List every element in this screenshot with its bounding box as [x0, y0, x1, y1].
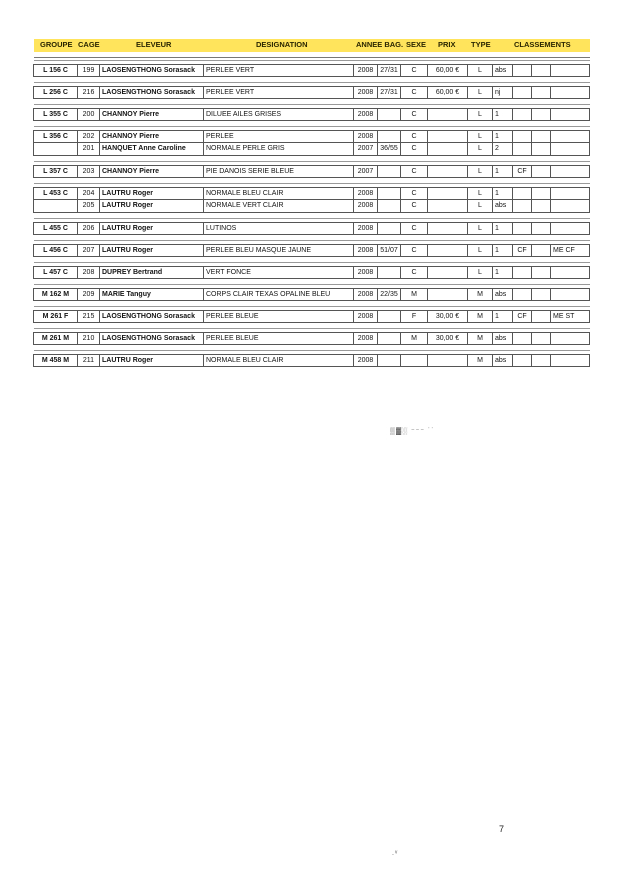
cell-designation: LUTINOS [203, 222, 354, 235]
cell-type: L [467, 222, 493, 235]
header-groupe: GROUPE [40, 40, 73, 49]
header-type: TYPE [471, 40, 491, 49]
cell-cage: 202 [77, 130, 100, 143]
table-row [34, 130, 590, 143]
cell-c3 [550, 165, 590, 178]
group-divider [34, 104, 590, 105]
header-prix: PRIX [438, 40, 456, 49]
cell-c1 [512, 354, 532, 367]
cell-c1 [512, 108, 532, 121]
cell-sexe: C [400, 266, 428, 279]
cell-c1 [512, 86, 532, 99]
scan-smudge-bottom: .ᵛ [392, 850, 399, 857]
cell-groupe: L 355 C [33, 108, 78, 121]
cell-type: L [467, 187, 493, 200]
cell-prix [427, 222, 468, 235]
cell-annee: 2008 [353, 64, 378, 77]
cell-annee: 2008 [353, 222, 378, 235]
cell-groupe: M 162 M [33, 288, 78, 301]
cell-result: 1 [492, 108, 513, 121]
table-row [34, 354, 590, 367]
cell-result: 1 [492, 266, 513, 279]
cell-result: abs [492, 332, 513, 345]
cell-result: 1 [492, 310, 513, 323]
cell-sexe: C [400, 64, 428, 77]
cell-cage: 209 [77, 288, 100, 301]
table-row [34, 222, 590, 235]
cell-groupe: L 156 C [33, 64, 78, 77]
cell-prix [427, 266, 468, 279]
cell-designation: PIE DANOIS SERIE BLEUE [203, 165, 354, 178]
cell-type: L [467, 200, 493, 213]
cell-c1 [512, 143, 532, 156]
table-row [34, 86, 590, 99]
cell-annee: 2008 [353, 354, 378, 367]
table-row [34, 108, 590, 121]
cell-prix: 60,00 € [427, 86, 468, 99]
scan-smudge: ▒▓░ ⁻⁻⁻ ˙˙ [390, 428, 435, 435]
cell-eleveur: LAOSENGTHONG Sorasack [99, 332, 204, 345]
cell-designation: VERT FONCE [203, 266, 354, 279]
cell-type: L [467, 165, 493, 178]
cell-bag [377, 108, 401, 121]
cell-type: L [467, 86, 493, 99]
cell-sexe: C [400, 200, 428, 213]
cell-c3 [550, 86, 590, 99]
cell-bag [377, 332, 401, 345]
header-designation: DESIGNATION [256, 40, 308, 49]
cell-bag [377, 165, 401, 178]
cell-groupe: L 453 C [33, 187, 78, 200]
cell-c1 [512, 266, 532, 279]
group-divider [34, 60, 590, 61]
cell-sexe [400, 354, 428, 367]
cell-bag [377, 310, 401, 323]
table-row [34, 187, 590, 200]
cell-annee: 2008 [353, 244, 378, 257]
cell-c2 [531, 288, 551, 301]
cell-c3 [550, 108, 590, 121]
cell-annee: 2008 [353, 187, 378, 200]
cell-eleveur: LAUTRU Roger [99, 200, 204, 213]
cell-cage: 211 [77, 354, 100, 367]
cell-c2 [531, 130, 551, 143]
cell-prix: 30,00 € [427, 332, 468, 345]
cell-cage: 201 [77, 143, 100, 156]
cell-cage: 199 [77, 64, 100, 77]
cell-eleveur: CHANNOY Pierre [99, 108, 204, 121]
cell-bag [377, 354, 401, 367]
group-divider [34, 350, 590, 351]
cell-c3 [550, 200, 590, 213]
cell-c2 [531, 244, 551, 257]
cell-sexe: C [400, 244, 428, 257]
cell-eleveur: LAUTRU Roger [99, 354, 204, 367]
cell-designation: DILUEE AILES GRISES [203, 108, 354, 121]
cell-cage: 200 [77, 108, 100, 121]
cell-c1: CF [512, 310, 532, 323]
cell-c3 [550, 143, 590, 156]
cell-type: L [467, 266, 493, 279]
cell-prix [427, 187, 468, 200]
cell-groupe [33, 143, 78, 156]
cell-bag [377, 187, 401, 200]
table-row [34, 200, 590, 213]
cell-c2 [531, 64, 551, 77]
cell-type: L [467, 244, 493, 257]
cell-result: nj [492, 86, 513, 99]
cell-bag [377, 130, 401, 143]
cell-result: 1 [492, 244, 513, 257]
cell-prix [427, 354, 468, 367]
cell-cage: 208 [77, 266, 100, 279]
cell-c1 [512, 64, 532, 77]
cell-result: 2 [492, 143, 513, 156]
cell-sexe: C [400, 222, 428, 235]
cell-c3 [550, 187, 590, 200]
cell-eleveur: LAOSENGTHONG Sorasack [99, 310, 204, 323]
cell-c3 [550, 332, 590, 345]
header-annee-bag: ANNEE BAG. [356, 40, 404, 49]
header-classements: CLASSEMENTS [514, 40, 571, 49]
header-sexe: SEXE [406, 40, 427, 49]
cell-groupe: L 356 C [33, 130, 78, 143]
cell-bag [377, 222, 401, 235]
cell-designation: NORMALE BLEU CLAIR [203, 354, 354, 367]
cell-sexe: C [400, 108, 428, 121]
cell-designation: PERLEE BLEUE [203, 332, 354, 345]
cell-result: abs [492, 288, 513, 301]
cell-prix [427, 244, 468, 257]
header-cage: CAGE [78, 40, 100, 49]
cell-annee: 2008 [353, 200, 378, 213]
cell-c1 [512, 130, 532, 143]
cell-bag: 22/35 [377, 288, 401, 301]
cell-bag: 27/31 [377, 64, 401, 77]
cell-c2 [531, 187, 551, 200]
cell-designation: PERLEE BLEUE [203, 310, 354, 323]
cell-annee: 2008 [353, 108, 378, 121]
table-row [34, 310, 590, 323]
cell-cage: 205 [77, 200, 100, 213]
group-divider [34, 328, 590, 329]
cell-cage: 206 [77, 222, 100, 235]
cell-eleveur: DUPREY Bertrand [99, 266, 204, 279]
cell-prix [427, 165, 468, 178]
cell-cage: 215 [77, 310, 100, 323]
cell-groupe: L 456 C [33, 244, 78, 257]
cell-c1 [512, 222, 532, 235]
cell-bag: 51/07 [377, 244, 401, 257]
group-divider [34, 183, 590, 184]
cell-eleveur: CHANNOY Pierre [99, 130, 204, 143]
cell-c3 [550, 64, 590, 77]
cell-result: abs [492, 64, 513, 77]
cell-groupe: M 458 M [33, 354, 78, 367]
cell-groupe: L 455 C [33, 222, 78, 235]
cell-c2 [531, 108, 551, 121]
cell-eleveur: MARIE Tanguy [99, 288, 204, 301]
cell-cage: 210 [77, 332, 100, 345]
cell-result: 1 [492, 187, 513, 200]
cell-result: 1 [492, 165, 513, 178]
cell-bag: 27/31 [377, 86, 401, 99]
cell-annee: 2008 [353, 310, 378, 323]
cell-c2 [531, 165, 551, 178]
cell-designation: CORPS CLAIR TEXAS OPALINE BLEU [203, 288, 354, 301]
cell-type: M [467, 288, 493, 301]
cell-type: L [467, 143, 493, 156]
cell-designation: PERLEE BLEU MASQUE JAUNE [203, 244, 354, 257]
cell-c3 [550, 354, 590, 367]
cell-eleveur: LAUTRU Roger [99, 222, 204, 235]
cell-c1 [512, 200, 532, 213]
cell-c1: CF [512, 244, 532, 257]
cell-result: 1 [492, 222, 513, 235]
cell-result: 1 [492, 130, 513, 143]
page-number: 7 [499, 824, 505, 834]
cell-designation: PERLEE [203, 130, 354, 143]
cell-c2 [531, 200, 551, 213]
cell-sexe: M [400, 332, 428, 345]
cell-c3 [550, 222, 590, 235]
cell-annee: 2008 [353, 332, 378, 345]
cell-designation: NORMALE VERT CLAIR [203, 200, 354, 213]
cell-c3: ME ST [550, 310, 590, 323]
cell-c1 [512, 332, 532, 345]
cell-c1 [512, 187, 532, 200]
cell-designation: NORMALE PERLE GRIS [203, 143, 354, 156]
cell-prix [427, 288, 468, 301]
cell-designation: PERLEE VERT [203, 64, 354, 77]
cell-type: L [467, 64, 493, 77]
cell-bag [377, 200, 401, 213]
cell-c2 [531, 310, 551, 323]
cell-c2 [531, 266, 551, 279]
table-row [34, 266, 590, 279]
cell-groupe: M 261 F [33, 310, 78, 323]
group-divider [34, 161, 590, 162]
cell-c1 [512, 288, 532, 301]
cell-result: abs [492, 354, 513, 367]
cell-cage: 216 [77, 86, 100, 99]
cell-prix: 30,00 € [427, 310, 468, 323]
table-row [34, 244, 590, 257]
cell-sexe: C [400, 130, 428, 143]
cell-annee: 2007 [353, 143, 378, 156]
cell-designation: PERLEE VERT [203, 86, 354, 99]
cell-c3 [550, 266, 590, 279]
cell-c3 [550, 130, 590, 143]
cell-c2 [531, 86, 551, 99]
group-divider [34, 284, 590, 285]
cell-cage: 204 [77, 187, 100, 200]
cell-groupe [33, 200, 78, 213]
cell-c1: CF [512, 165, 532, 178]
table-row [34, 165, 590, 178]
cell-eleveur: LAUTRU Roger [99, 244, 204, 257]
cell-bag: 36/55 [377, 143, 401, 156]
cell-eleveur: LAUTRU Roger [99, 187, 204, 200]
cell-sexe: C [400, 187, 428, 200]
cell-c2 [531, 222, 551, 235]
group-divider [34, 82, 590, 83]
cell-eleveur: LAOSENGTHONG Sorasack [99, 86, 204, 99]
cell-designation: NORMALE BLEU CLAIR [203, 187, 354, 200]
group-divider [34, 306, 590, 307]
cell-result: abs [492, 200, 513, 213]
group-divider [34, 240, 590, 241]
cell-c3: ME CF [550, 244, 590, 257]
cell-sexe: C [400, 86, 428, 99]
cell-prix [427, 200, 468, 213]
group-divider [34, 262, 590, 263]
table-row [34, 332, 590, 345]
cell-eleveur: HANQUET Anne Caroline [99, 143, 204, 156]
cell-sexe: M [400, 288, 428, 301]
cell-annee: 2008 [353, 130, 378, 143]
cell-prix [427, 143, 468, 156]
cell-annee: 2007 [353, 165, 378, 178]
cell-type: L [467, 130, 493, 143]
cell-c2 [531, 332, 551, 345]
group-divider [34, 126, 590, 127]
cell-prix [427, 130, 468, 143]
cell-c2 [531, 354, 551, 367]
table-row [34, 288, 590, 301]
cell-annee: 2008 [353, 266, 378, 279]
cell-bag [377, 266, 401, 279]
cell-annee: 2008 [353, 86, 378, 99]
header-eleveur: ELEVEUR [136, 40, 172, 49]
cell-type: L [467, 108, 493, 121]
cell-groupe: L 457 C [33, 266, 78, 279]
cell-sexe: C [400, 143, 428, 156]
group-divider [34, 218, 590, 219]
cell-groupe: L 357 C [33, 165, 78, 178]
cell-type: M [467, 332, 493, 345]
table-row [34, 64, 590, 77]
cell-sexe: C [400, 165, 428, 178]
table-row [34, 143, 590, 156]
cell-eleveur: CHANNOY Pierre [99, 165, 204, 178]
table-header [34, 39, 590, 52]
cell-annee: 2008 [353, 288, 378, 301]
cell-c2 [531, 143, 551, 156]
cell-c3 [550, 288, 590, 301]
cell-cage: 207 [77, 244, 100, 257]
header-divider [34, 57, 590, 58]
cell-cage: 203 [77, 165, 100, 178]
cell-prix [427, 108, 468, 121]
cell-type: M [467, 354, 493, 367]
cell-sexe: F [400, 310, 428, 323]
cell-groupe: M 261 M [33, 332, 78, 345]
cell-groupe: L 256 C [33, 86, 78, 99]
cell-eleveur: LAOSENGTHONG Sorasack [99, 64, 204, 77]
cell-type: M [467, 310, 493, 323]
cell-prix: 60,00 € [427, 64, 468, 77]
